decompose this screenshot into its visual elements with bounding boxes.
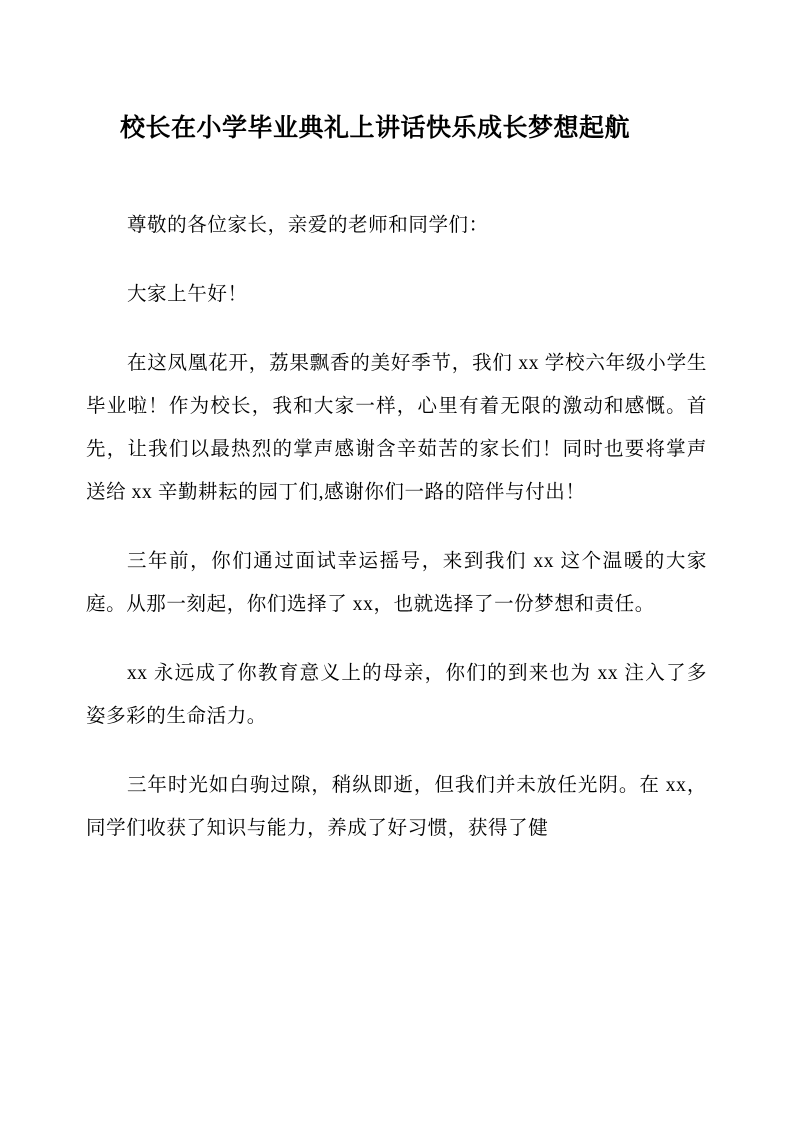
page-title: 校长在小学毕业典礼上讲话快乐成长梦想起航 bbox=[120, 115, 631, 142]
paragraph-body-3: xx 永远成了你教育意义上的母亲，你们的到来也为 xx 注入了多姿多彩的生命活力。 bbox=[86, 662, 707, 727]
paragraph-body-2: 三年前，你们通过面试幸运摇号，来到我们 xx 这个温暖的大家庭。从那一刻起，你们选择了 xx，也就选择了一份梦想和责任。 bbox=[86, 550, 707, 615]
paragraph-greeting: 大家上午好！ bbox=[126, 283, 248, 305]
paragraph-body-1: 在这凤凰花开，荔果飘香的美好季节，我们 xx 学校六年级小学生毕业啦！作为校长，我和大家一样，心里有着无限的激动和感慨。首先，让我们以最热烈的掌声感谢含辛茹苦的家长们！同时也要将掌声送给 xx 辛勤耕耘的园丁们,感谢你们一路的陪伴与付出！ bbox=[86, 352, 707, 503]
paragraph-salutation: 尊敬的各位家长，亲爱的老师和同学们： bbox=[126, 214, 489, 236]
paragraph-body-4: 三年时光如白驹过隙，稍纵即逝，但我们并未放任光阴。在 xx，同学们收获了知识与能力，养成了好习惯，获得了健 bbox=[86, 774, 707, 839]
